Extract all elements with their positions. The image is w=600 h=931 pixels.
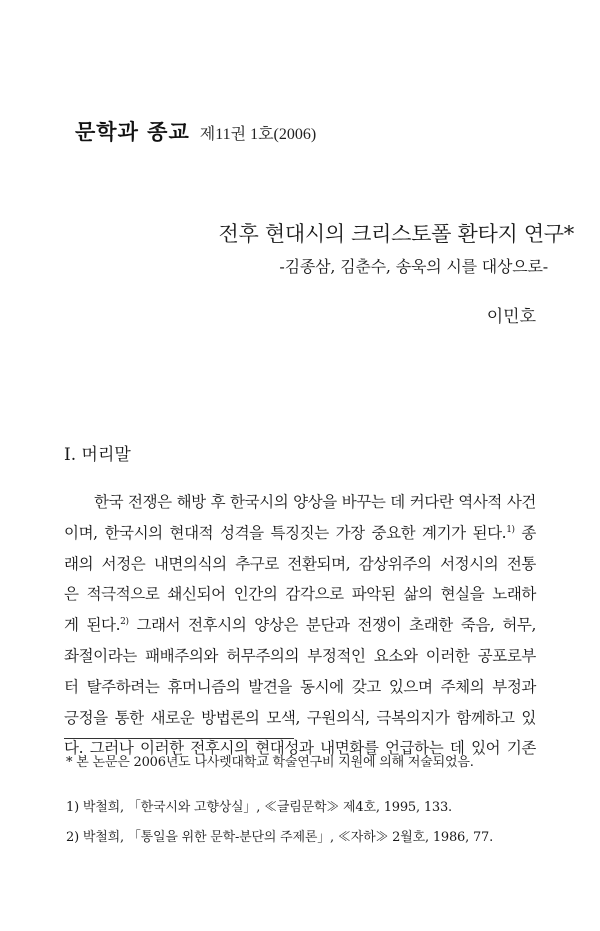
footnote-ref: 2) (120, 617, 129, 628)
body-line: 은 적극적으로 쇄신되어 인간의 감각으로 파악된 삶의 현실을 노래하 (64, 585, 536, 604)
footnote-2: 2) 박철희, 「통일을 위한 문학-분단의 주제론」, ≪자하≫ 2월호, 1986, 77. (66, 830, 494, 845)
body-line: 래의 서정은 내면의식의 추구로 전환되며, 감상위주의 서정시의 전통 (64, 554, 536, 573)
body-line: 긍정을 통한 새로운 방법론의 모색, 구원의식, 극복의지가 함께하고 있 (64, 708, 536, 727)
body-line: 이며, 한국시의 현대적 성격을 특징짓는 가장 중요한 계기가 된다.$^{1)}$ 종 (64, 523, 536, 542)
footnote-ref: 1) (506, 524, 515, 535)
article-title: 전후 현대시의 크리스토폴 환타지 연구* (218, 222, 574, 246)
footnote-divider (64, 738, 294, 739)
journal-logo: 문학과 종교 (75, 120, 190, 144)
body-line: 다. 그러나 이러한 전후시의 현대성과 내면화를 언급하는 데 있어 기존 (64, 739, 536, 758)
footnote-acknowledgement: * 본 논문은 2006년도 나사렛대학교 학술연구비 지원에 의해 저술되었음. (66, 755, 474, 770)
body-line: 게 된다.$^{2)}$ 그래서 전후시의 양상은 분단과 전쟁이 초래한 죽음, 허무, (64, 616, 537, 635)
author-name: 이민호 (486, 307, 536, 327)
issue-info: 제11권 1호(2006) (199, 126, 317, 143)
body-line: 한국 전쟁은 해방 후 한국시의 양상을 바꾸는 데 커다란 역사적 사건 (94, 493, 536, 511)
body-line: 좌절이라는 패배주의와 허무주의의 부정적인 요소와 이러한 공포로부 (64, 646, 536, 665)
footnote-1: 1) 박철희, 「한국시와 고향상실」, ≪글림문학≫ 제4호, 1995, 133. (66, 800, 452, 815)
article-subtitle: -김종삼, 김춘수, 송욱의 시를 대상으로- (279, 257, 548, 276)
body-paragraph (64, 487, 536, 764)
section-heading: I. 머리말 (64, 445, 131, 465)
running-header (75, 116, 316, 146)
body-line: 터 탈주하려는 휴머니즘의 발견을 동시에 갖고 있으며 주체의 부정과 (64, 677, 536, 696)
